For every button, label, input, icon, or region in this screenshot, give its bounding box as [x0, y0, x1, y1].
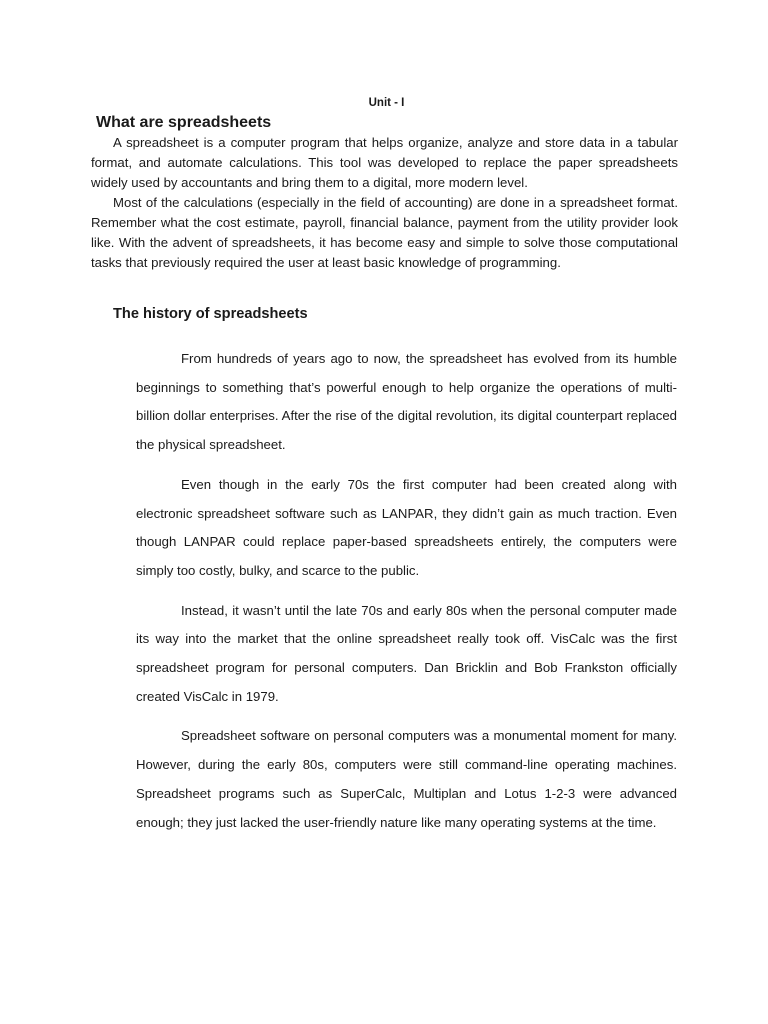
intro-section [91, 133, 678, 273]
history-section [136, 345, 677, 848]
heading-history-of-spreadsheets: The history of spreadsheets [113, 306, 308, 322]
history-paragraph: Spreadsheet software on personal computers was a monumental moment for many. However, during the early 80s, computers were still command-line operating machines. Spreadsheet programs such as SuperCalc, Multiplan and Lotus 1-2-3 were advanced enough; they just lacked the user-friendly nature like many operating systems at the time. [136, 728, 677, 830]
intro-paragraph: A spreadsheet is a computer program that helps organize, analyze and store data in a tabular format, and automate calculations. This tool was developed to replace the paper spreadsheets widely used by accountants and bring them to a digital, more modern level. [91, 135, 678, 190]
heading-what-are-spreadsheets: What are spreadsheets [96, 114, 272, 131]
history-paragraph: Instead, it wasn’t until the late 70s and early 80s when the personal computer made its way into the market that the online spreadsheet really took off. VisCalc was the first spreadsheet program for personal computers. Dan Bricklin and Bob Frankston officially created VisCalc in 1979. [136, 602, 677, 704]
history-paragraph: Even though in the early 70s the first computer had been created along with electronic spreadsheet software such as LANPAR, they didn’t gain as much traction. Even though LANPAR could replace paper-based spreadsheets entirely, the computers were simply too costly, bulky, and scarce to the public. [136, 476, 677, 578]
intro-paragraph: Most of the calculations (especially in the field of accounting) are done in a spreadsheet format. Remember what the cost estimate, payroll, financial balance, payment from the utility provider look like. With the advent of spreadsheets, it has become easy and simple to solve those computational tasks that previously required the user at least basic knowledge of programming. [91, 195, 678, 270]
unit-label: Unit - I [368, 97, 405, 109]
history-paragraph: From hundreds of years ago to now, the spreadsheet has evolved from its humble beginnings to something that’s powerful enough to help organize the operations of multi-billion dollar enterprises. After the rise of the digital revolution, its digital counterpart replaced the physical spreadsheet. [136, 351, 677, 453]
